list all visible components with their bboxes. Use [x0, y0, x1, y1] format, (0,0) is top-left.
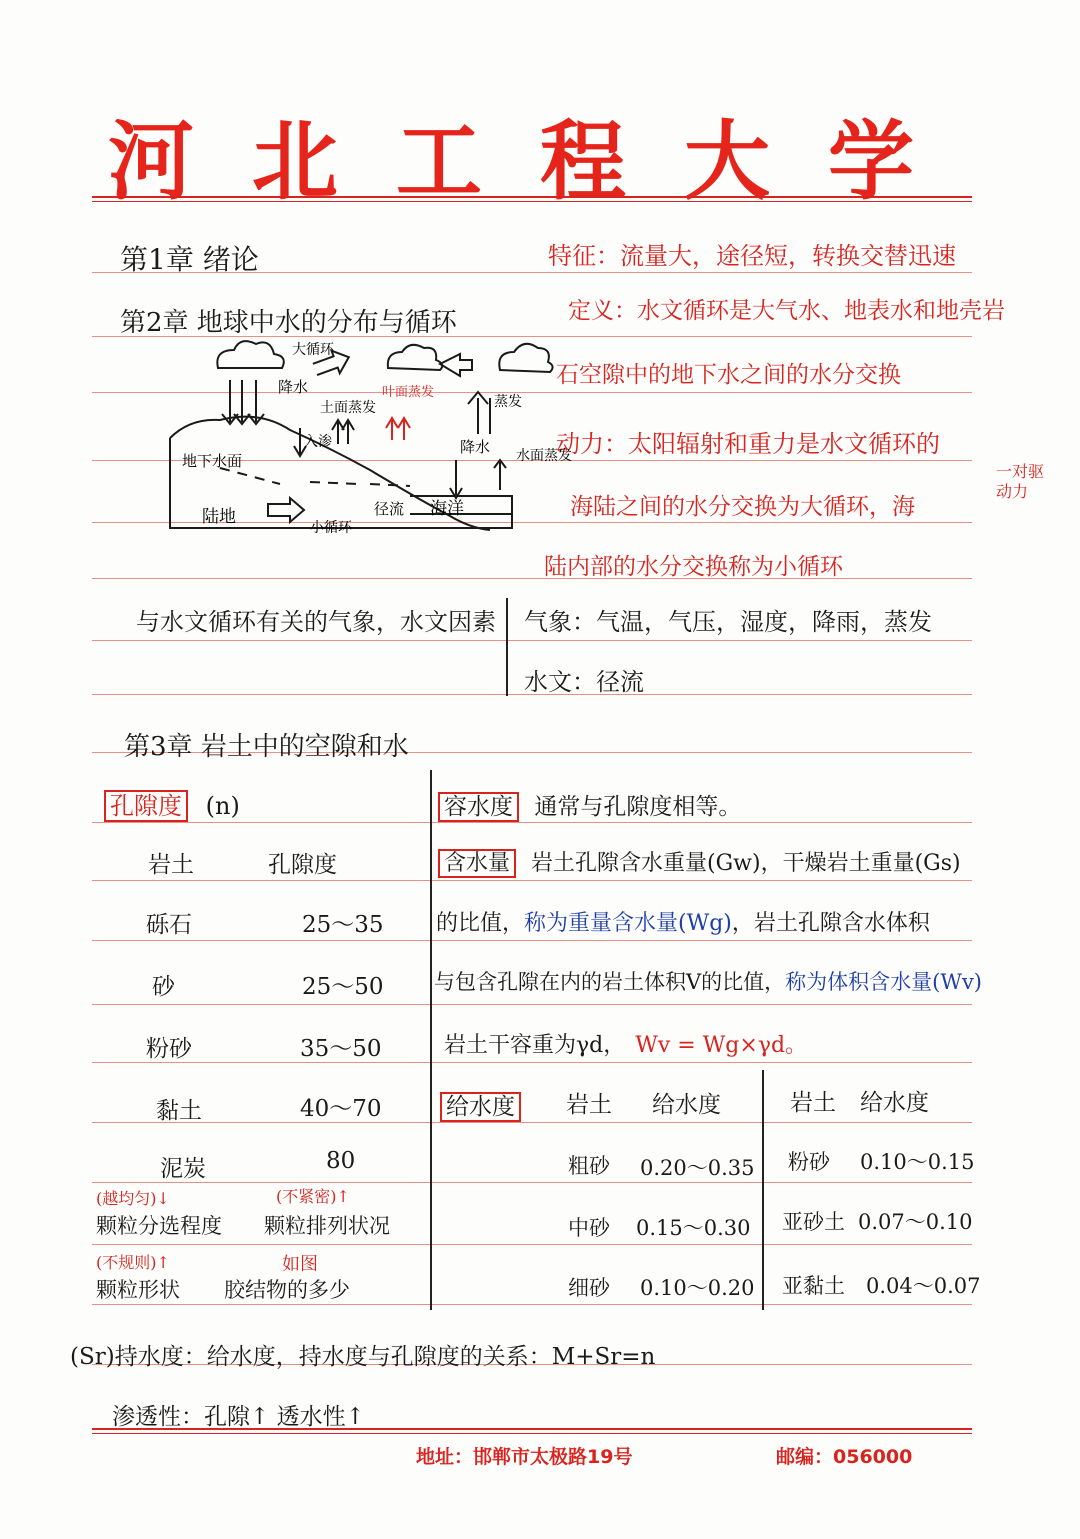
chapter-2-heading: 第2章 地球中水的分布与循环: [120, 308, 457, 338]
porosity-row-value: 25～50: [302, 974, 384, 1000]
diagram-label-groundwater: 地下水面: [182, 452, 243, 470]
water-capacity-row: [438, 788, 741, 821]
yield-row-value-2: 0.10～0.15: [860, 1150, 975, 1174]
water-content-line3: [434, 966, 982, 996]
porosity-label-row: [104, 786, 240, 821]
yield-table-divider: [762, 1070, 764, 1310]
yield-col-value: 给水度: [652, 1092, 721, 1118]
diagram-label-precipitation-sea: 降水: [460, 438, 491, 456]
ruled-line: [92, 1182, 972, 1183]
yield-row-rock-2: 粉砂: [788, 1150, 830, 1174]
diagram-label-precipitation: 降水: [278, 378, 309, 396]
factor-sorting: 颗粒分选程度: [96, 1214, 222, 1238]
yield-row-rock: 中砂: [568, 1216, 610, 1240]
ruled-line: [92, 822, 972, 823]
porosity-row-rock: 泥炭: [160, 1156, 206, 1182]
footer-address: 地址：邯郸市太极路19号: [416, 1446, 633, 1468]
diagram-label-big-cycle: 大循环: [292, 342, 334, 358]
porosity-row-rock: 粉砂: [146, 1036, 192, 1062]
diagram-label-transpiration: 叶面蒸发: [382, 385, 435, 400]
water-content-text-2c: ，岩土孔隙含水体积: [731, 911, 930, 936]
ruled-line: [92, 940, 972, 941]
diagram-label-runoff: 径流: [374, 500, 405, 518]
ruled-line: [92, 1304, 972, 1305]
weight-water-content: 称为重量含水量(Wg): [524, 911, 732, 936]
diagram-label-soil-evaporation: 土面蒸发: [320, 400, 376, 416]
yield-col-rock-2: 岩土: [790, 1090, 836, 1116]
footer-postcode: 邮编：056000: [776, 1446, 913, 1468]
yield-row-rock-2: 亚砂土: [782, 1210, 845, 1234]
water-content-label: 含水量: [438, 849, 516, 878]
yield-row-value: 0.10～0.20: [640, 1276, 755, 1300]
porosity-symbol: (n): [205, 792, 240, 820]
chapter-1-heading: 第1章 绪论: [120, 243, 259, 276]
diagram-label-ocean: 海洋: [430, 499, 464, 519]
diagram-label-infiltration: 入渗: [304, 434, 332, 450]
porosity-row-rock: 砂: [152, 974, 175, 1000]
water-content-text-3a: 与包含孔隙在内的岩土体积V的比值，: [434, 970, 786, 994]
diagram-label-small-cycle: 小循环: [310, 520, 352, 536]
factors-hydrology: 水文：径流: [524, 668, 644, 696]
ruled-line: [92, 880, 972, 881]
cloud-icon: [499, 344, 552, 372]
porosity-col-value: 孔隙度: [268, 852, 337, 878]
ruled-line: [92, 1122, 972, 1123]
porosity-row-value: 80: [326, 1148, 356, 1174]
factors-bracket: [506, 598, 508, 696]
ruled-line: [92, 1004, 972, 1005]
ruled-line: [92, 1244, 972, 1245]
section-divider: [430, 770, 432, 1310]
cycle-driver-line1: 动力：太阳辐射和重力是水文循环的: [556, 430, 940, 458]
water-capacity-label: 容水度: [438, 792, 519, 822]
yield-label: [440, 1088, 521, 1121]
diagram-label-land: 陆地: [202, 507, 236, 527]
diagram-label-sea-evaporation: 蒸发: [494, 394, 522, 410]
cycle-definition-line1: 定义：水文循环是大气水、地表水和地壳岩: [568, 298, 1005, 324]
university-title: 河北工程大学: [108, 111, 972, 212]
volume-water-content: 称为体积含水量(Wv): [785, 970, 983, 994]
yield-row-value: 0.15～0.30: [636, 1216, 751, 1240]
yield-col-rock: 岩土: [566, 1092, 612, 1118]
cycle-definition-line2: 石空隙中的地下水之间的水分交换: [556, 362, 901, 388]
factor-shape: 颗粒形状: [96, 1278, 180, 1302]
yield-row-rock: 细砂: [568, 1276, 610, 1300]
water-content-line4: [444, 1028, 807, 1059]
yield-label-text: 给水度: [440, 1092, 521, 1122]
factors-meteorology: 气象：气温，气压，湿度，降雨，蒸发: [524, 608, 932, 636]
factor-irregular-note: (不规则)↑: [96, 1253, 170, 1272]
water-content-line2: [436, 906, 930, 937]
water-content-text-1: 岩土孔隙含水重量(Gw)，干燥岩土重量(Gs): [531, 851, 961, 876]
factor-cement-note: 如图: [282, 1254, 318, 1275]
cloud-icon: [217, 341, 283, 368]
chapter-3-heading: 第3章 岩土中的空隙和水: [124, 732, 409, 762]
retention-note: (Sr)持水度：给水度，持水度与孔隙度的关系：M+Sr=n: [70, 1344, 656, 1370]
factor-uniform-note: (越均匀)↓: [96, 1189, 170, 1208]
water-cycle-diagram: [160, 336, 572, 546]
yield-row-value-2: 0.07～0.10: [858, 1210, 973, 1234]
ruled-line: [92, 1062, 972, 1063]
porosity-row-value: 25～35: [302, 912, 384, 938]
diagram-label-water-evaporation: 水面蒸发: [516, 448, 572, 464]
water-content-text-2a: 的比值，: [436, 911, 525, 936]
yield-row-rock-2: 亚黏土: [782, 1274, 845, 1298]
factors-heading: 与水文循环有关的气象，水文因素: [136, 608, 496, 636]
dry-density-text: 岩土干容重为γd，: [444, 1033, 626, 1058]
cycle-driver-line3: 陆内部的水分交换称为小循环: [544, 554, 843, 580]
title-double-rule: [92, 196, 972, 202]
yield-row-value: 0.20～0.35: [640, 1156, 755, 1180]
permeability-note: 渗透性：孔隙↑ 透水性↑: [112, 1404, 365, 1430]
porosity-row-value: 40～70: [300, 1096, 382, 1122]
water-content-row: [438, 846, 961, 877]
water-capacity-text: 通常与孔隙度相等。: [534, 794, 742, 820]
factor-arrangement: 颗粒排列状况: [264, 1214, 390, 1238]
porosity-row-rock: 黏土: [156, 1098, 202, 1124]
cycle-driver-line2: 海陆之间的水分交换为大循环，海: [570, 494, 915, 520]
cloud-icon: [388, 345, 442, 370]
cycle-features: 特征：流量大，途径短，转换交替迅速: [548, 242, 956, 270]
porosity-row-rock: 砾石: [146, 912, 192, 938]
factor-dense-note: (不紧密)↑: [276, 1187, 350, 1206]
factor-cement: 胶结物的多少: [224, 1278, 350, 1302]
ruled-line: [92, 640, 972, 641]
yield-row-value-2: 0.04～0.07: [866, 1274, 981, 1298]
cycle-driver-side-note: 一对驱动力: [996, 462, 1045, 501]
yield-col-value-2: 给水度: [860, 1090, 929, 1116]
yield-row-rock: 粗砂: [568, 1154, 610, 1178]
porosity-row-value: 35～50: [300, 1036, 382, 1062]
porosity-label: 孔隙度: [104, 790, 188, 822]
water-content-formula: Wv = Wg×γd。: [635, 1033, 808, 1058]
porosity-col-rock: 岩土: [148, 852, 194, 878]
